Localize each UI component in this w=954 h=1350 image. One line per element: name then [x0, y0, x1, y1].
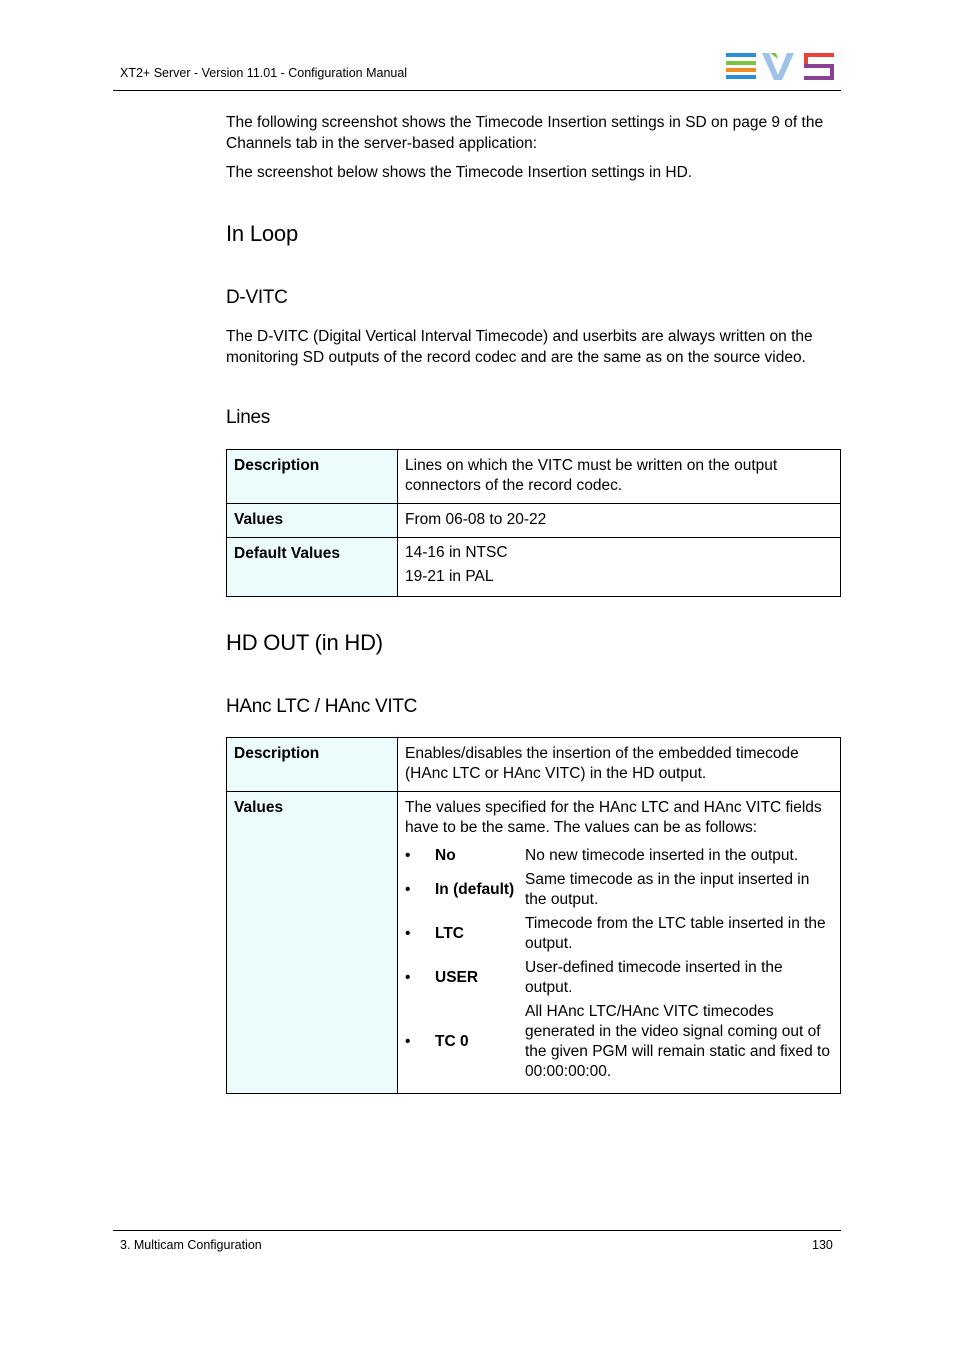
- option-row: [405, 870, 833, 914]
- heading-lines: Lines: [226, 407, 270, 428]
- heading-hanc: HAnc LTC / HAnc VITC: [226, 696, 418, 717]
- description-value: Lines on which the VITC must be written on the output connectors of the record codec.: [398, 450, 841, 504]
- description-value: Enables/disables the insertion of the embedded timecode (HAnc LTC or HAnc VITC) in the HD output.: [398, 738, 841, 792]
- header-title: XT2+ Server - Version 11.01 - Configuration Manual: [120, 66, 408, 80]
- option-desc: User-defined timecode inserted in the output.: [525, 959, 783, 996]
- option-name: TC 0: [435, 1033, 469, 1050]
- option-name: LTC: [435, 925, 464, 942]
- bullet: •: [405, 925, 411, 942]
- bullet: •: [405, 847, 411, 864]
- default-values-cell: [398, 538, 841, 597]
- default-pal: 19-21 in PAL: [405, 568, 494, 585]
- values-intro: The values specified for the HAnc LTC and HAnc VITC fields have to be the same. The values can be as follows:: [405, 799, 822, 836]
- table-row: [227, 538, 841, 597]
- table-row: [227, 504, 841, 538]
- footer-chapter: 3. Multicam Configuration: [120, 1238, 262, 1252]
- evs-logo: [726, 53, 834, 81]
- option-desc: No new timecode inserted in the output.: [525, 847, 799, 864]
- values-value: From 06-08 to 20-22: [398, 504, 841, 538]
- option-desc: Same timecode as in the input inserted in the output.: [525, 871, 810, 908]
- heading-hd-out: HD OUT (in HD): [226, 630, 383, 655]
- option-name: In (default): [435, 881, 515, 898]
- option-row: [405, 914, 833, 958]
- bullet: •: [405, 881, 411, 898]
- description-label: Description: [227, 738, 398, 792]
- option-row: [405, 958, 833, 1002]
- table-row: [227, 792, 841, 1094]
- default-ntsc: 14-16 in NTSC: [405, 544, 508, 561]
- values-options: [405, 846, 833, 1086]
- page-number: 130: [812, 1238, 833, 1252]
- bullet: •: [405, 969, 411, 986]
- option-row: [405, 1002, 833, 1086]
- option-name: No: [435, 847, 456, 864]
- option-name: USER: [435, 969, 479, 986]
- hanc-table: [226, 737, 841, 1094]
- option-row: [405, 846, 833, 870]
- intro-paragraph-2: The screenshot below shows the Timecode Insertion settings in HD.: [226, 164, 693, 181]
- bullet: •: [405, 1033, 411, 1050]
- default-values-label: Default Values: [227, 538, 398, 597]
- option-desc: Timecode from the LTC table inserted in the output.: [525, 915, 826, 952]
- heading-d-vitc: D-VITC: [226, 287, 288, 308]
- table-row: [227, 450, 841, 504]
- table-row: [227, 738, 841, 792]
- option-desc: All HAnc LTC/HAnc VITC timecodes generated in the video signal coming out of the given PGM will remain static and fixed to 00:00:00:00.: [525, 1003, 830, 1080]
- heading-in-loop: In Loop: [226, 221, 299, 246]
- intro-paragraph-1: The following screenshot shows the Timecode Insertion settings in SD on page 9 of the Channels tab in the server-based application:: [226, 114, 824, 152]
- values-label: Values: [227, 504, 398, 538]
- lines-table: [226, 449, 841, 597]
- header-rule: [113, 90, 841, 91]
- values-label: Values: [227, 792, 398, 1094]
- footer-rule: [113, 1230, 841, 1231]
- values-cell: [398, 792, 841, 1094]
- d-vitc-paragraph: The D-VITC (Digital Vertical Interval Timecode) and userbits are always written on the monitoring SD outputs of the record codec and are the same as on the source video.: [226, 328, 813, 366]
- description-label: Description: [227, 450, 398, 504]
